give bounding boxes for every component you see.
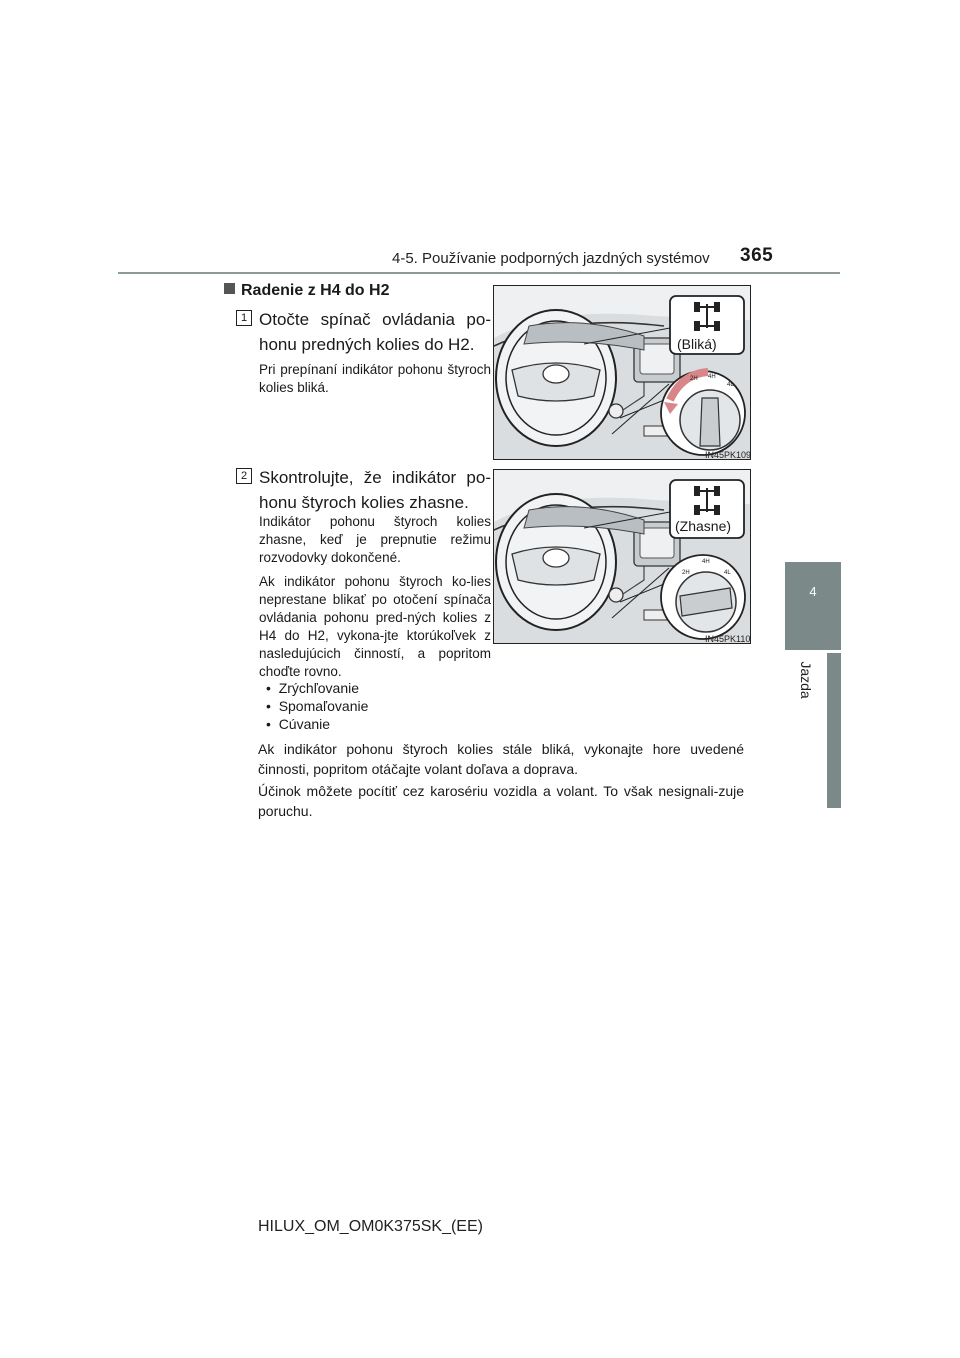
figure-2-callout: (Zhasne): [675, 518, 732, 534]
paragraph-2: Účinok môžete pocítiť cez karosériu vozidla a volant. To však nesignali-zuje poruchu.: [258, 783, 744, 819]
header-rule: [118, 272, 840, 274]
knob-label-4h: 4H: [702, 559, 710, 565]
step-1-instruction: Otočte spínač ovládania po-honu predných kolies do H2.: [259, 310, 491, 354]
bullet-text: Cúvanie: [278, 716, 331, 732]
bullet-item: • Cúvanie: [266, 716, 331, 732]
dashboard-illustration-1: [494, 286, 750, 459]
figure-1: [493, 285, 751, 460]
knob-label-2h: 2H: [690, 376, 698, 382]
chapter-number: 4: [809, 584, 817, 599]
knob-label-2h: 2H: [682, 570, 690, 576]
chapter-tab-bar: [827, 653, 841, 808]
step-1-note: Pri prepínaní indikátor pohonu štyroch kolies bliká.: [259, 362, 491, 395]
step-number-2: 2: [236, 468, 252, 484]
document-code: HILUX_OM_OM0K375SK_(EE): [258, 1218, 483, 1235]
figure-2-code: IN45PK110: [705, 634, 751, 644]
step-number-1: 1: [236, 310, 252, 326]
step-2-note-2: Ak indikátor pohonu štyroch ko-lies neprestane blikať po otočení spínača ovládania pohonu pred-ných kolies z H4 do H2, vykona-jte ktorúkoľvek z nasledujúcich činností, a popritom choďte rovno.: [259, 574, 491, 679]
knob-label-4h: 4H: [708, 374, 716, 380]
page-number: 365: [740, 245, 774, 266]
figure-1-callout: (Bliká): [677, 336, 717, 352]
section-title: Radenie z H4 do H2: [241, 282, 390, 299]
chapter-label-box: [786, 620, 826, 740]
knob-label-4l: 4L: [724, 570, 731, 576]
bullet-text: Spomaľovanie: [278, 698, 369, 714]
bullet-item: • Zrýchľovanie: [266, 680, 360, 696]
chapter-label: Jazda: [798, 661, 814, 699]
step-2-instruction: Skontrolujte, že indikátor po-honu štyroch kolies zhasne.: [259, 468, 491, 512]
bullet-text: Zrýchľovanie: [278, 680, 360, 696]
paragraph-1: Ak indikátor pohonu štyroch kolies stále bliká, vykonajte hore uvedené činnosti, popritom otáčajte volant doľava a doprava.: [258, 741, 744, 777]
running-header: 4-5. Používanie podporných jazdných systémov: [392, 250, 710, 267]
figure-1-code: IN45PK109: [705, 450, 752, 460]
square-bullet-icon: [224, 283, 235, 294]
dashboard-illustration-2: [494, 470, 750, 643]
section-heading: [224, 282, 389, 300]
knob-label-4l: 4L: [727, 382, 734, 388]
bullet-item: • Spomaľovanie: [266, 698, 369, 714]
figure-2: [493, 469, 751, 644]
step-2-note-1: Indikátor pohonu štyroch kolies zhasne, keď je prepnutie režimu rozvodovky dokončené.: [259, 514, 491, 565]
